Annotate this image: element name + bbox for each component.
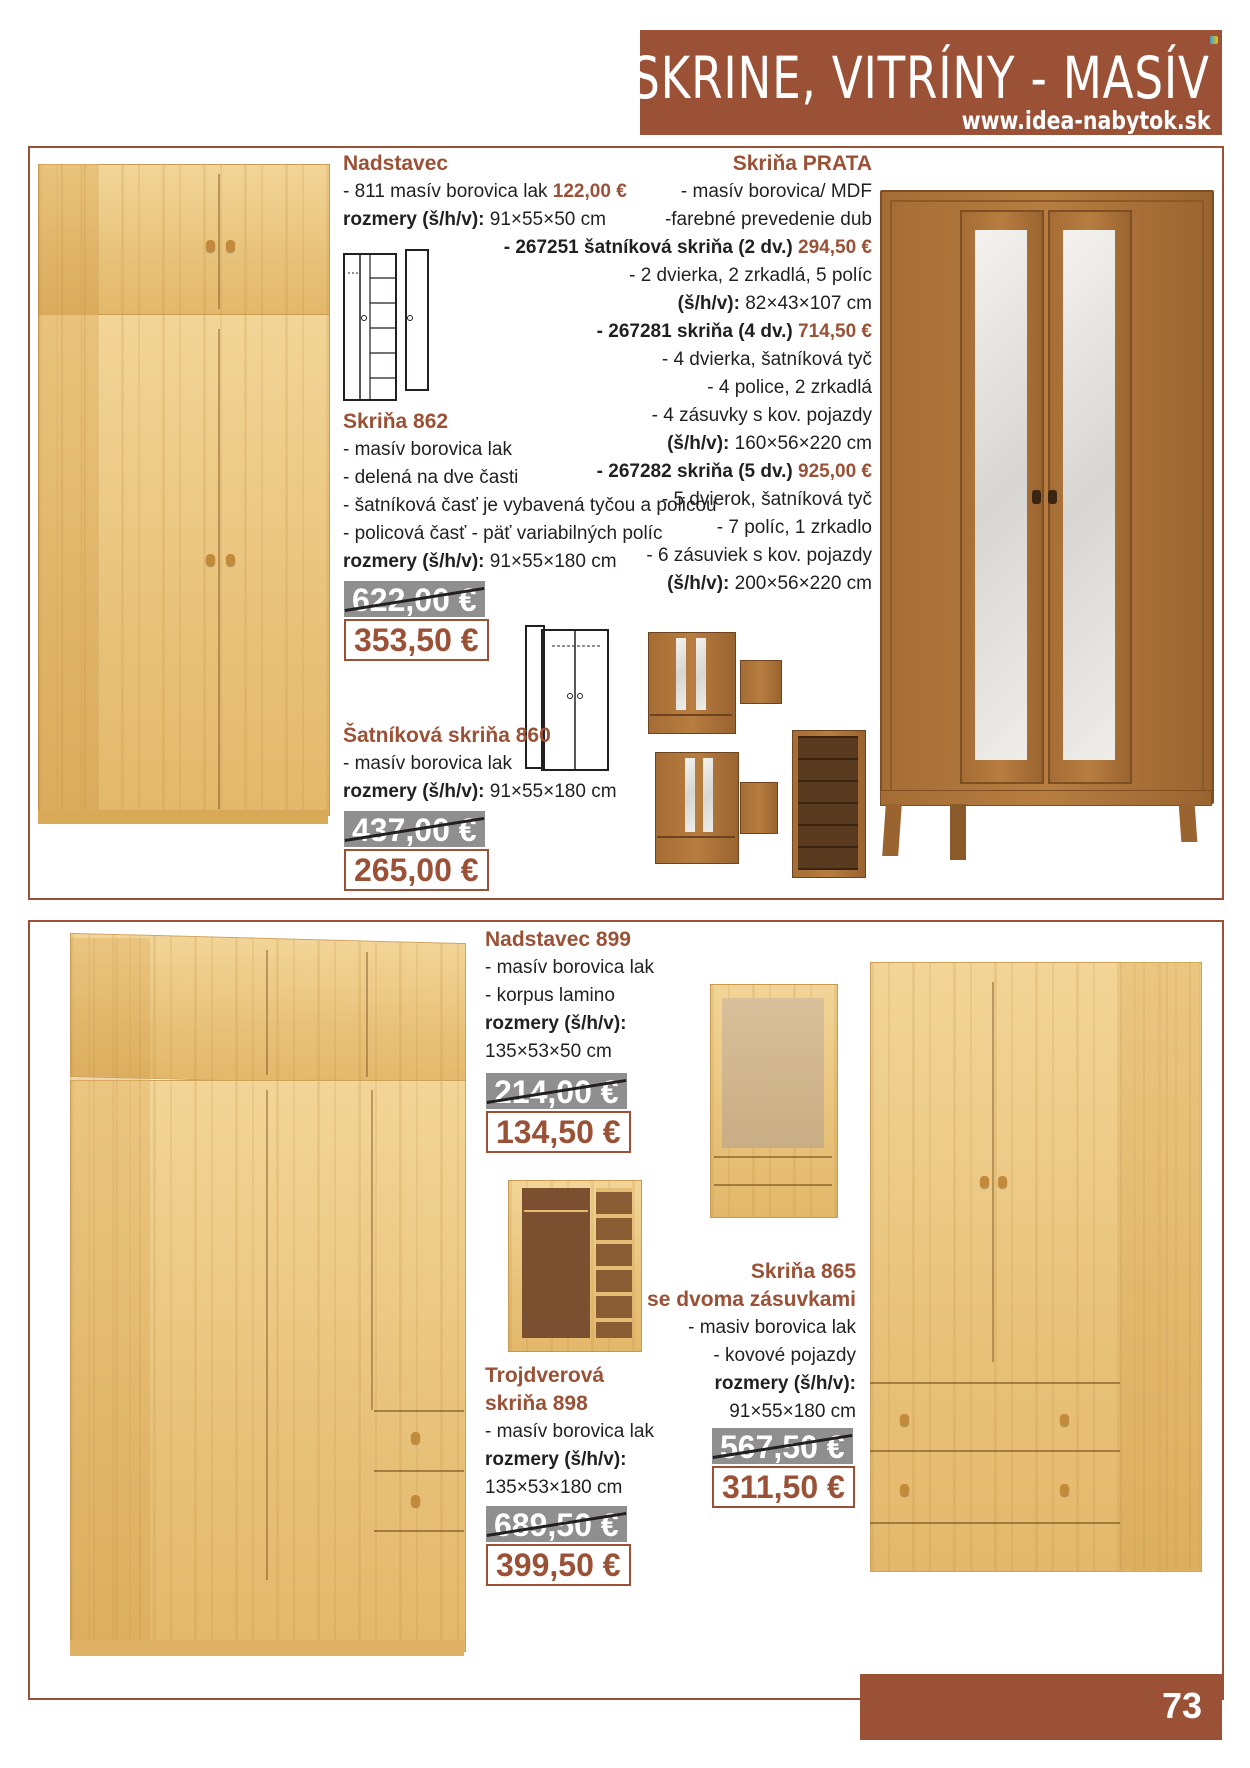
- prata-bookcase-thumb: [792, 730, 864, 876]
- trojdverova-898-old-price: 689,50 €: [486, 1506, 627, 1542]
- skrina-865-line: - masiv borovica lak: [688, 1317, 856, 1338]
- prata-v1-dims: 82×43×107 cm: [739, 293, 872, 314]
- skrina-865-block: [647, 1258, 856, 1426]
- website-url[interactable]: www.idea-nabytok.sk: [961, 106, 1210, 135]
- prata-v1-dims-label: (š/h/v):: [677, 293, 740, 314]
- prata-v2-dims-label: (š/h/v):: [667, 433, 730, 454]
- nadstavec-899-old-price: 214,00 €: [486, 1073, 627, 1109]
- prata-v2-code: - 267281 skriňa (4 dv.): [596, 321, 799, 342]
- prata-v3-price: 925,00 €: [798, 461, 872, 482]
- nadstavec-desc: - 811 masív borovica lak: [343, 181, 553, 202]
- skrina-865-old-price: 567,50 €: [712, 1428, 853, 1464]
- nadstavec-899-new-price: 134,50 €: [486, 1111, 631, 1153]
- prata-v3-line: - 5 dvierok, šatníková tyč: [661, 489, 872, 510]
- prata-shelf-thumb: [740, 660, 782, 704]
- nadstavec-899-dims: 135×53×50 cm: [485, 1041, 612, 1062]
- skrina-862-line: - šatníková časť je vybavená tyčou a policou: [343, 495, 717, 516]
- prata-v2-line: - 4 zásuvky s kov. pojazdy: [651, 405, 872, 426]
- skrina-865-line: - kovové pojazdy: [713, 1345, 856, 1366]
- nadstavec-899-dims-label: rozmery (š/h/v):: [485, 1013, 627, 1034]
- skrina-862-new-price: 353,50 €: [344, 619, 489, 661]
- prata-v1-code: - 267251 šatníková skriňa (2 dv.): [503, 237, 799, 258]
- satnikova-860-title: Šatníková skriňa 860: [343, 724, 551, 747]
- prata-v2-line: - 4 dvierka, šatníková tyč: [661, 349, 872, 370]
- prata-v3-dims-label: (š/h/v):: [667, 573, 730, 594]
- skrina-865-image: [870, 962, 1200, 1570]
- skrina-862-title: Skriňa 862: [343, 410, 449, 433]
- prata-v3-code: - 267282 skriňa (5 dv.): [596, 461, 799, 482]
- trojdverova-898-image: [66, 930, 466, 1660]
- page-number: 73: [1161, 1685, 1202, 1726]
- prata-v2-line: - 4 police, 2 zrkadlá: [707, 377, 872, 398]
- prata-v1-price: 294,50 €: [798, 237, 872, 258]
- prata-4dv-thumb: [648, 632, 734, 732]
- satnikova-860-desc: - masív borovica lak: [343, 753, 512, 774]
- nadstavec-899-block: [485, 926, 654, 1066]
- prata-v2-dims: 160×56×220 cm: [729, 433, 872, 454]
- skrina-862-dims: 91×55×180 cm: [484, 551, 617, 572]
- nadstavec-price: 122,00 €: [552, 181, 627, 202]
- prata-material: - masív borovica/ MDF: [680, 181, 872, 202]
- satnikova-860-dims: 91×55×180 cm: [484, 781, 617, 802]
- skrina-862-old-price: 622,00 €: [344, 581, 485, 617]
- trojdverova-898-block: [485, 1362, 654, 1502]
- prata-small-thumb: [740, 782, 778, 834]
- trojdverova-898-new-price: 399,50 €: [486, 1544, 631, 1586]
- skrina-865-subtitle: se dvoma zásuvkami: [647, 1288, 856, 1311]
- prata-block: [504, 150, 872, 598]
- prata-v2-price: 714,50 €: [798, 321, 872, 342]
- logo-mark: [1210, 36, 1218, 44]
- prata-v3-line: - 6 zásuviek s kov. pojazdy: [646, 545, 872, 566]
- skrina-862-line: - masív borovica lak: [343, 439, 512, 460]
- nadstavec-899-title: Nadstavec 899: [485, 928, 631, 951]
- trojdverova-898-dims: 135×53×180 cm: [485, 1477, 623, 1498]
- satnikova-860-dims-label: rozmery (š/h/v):: [343, 781, 485, 802]
- skrina-865-title: Skriňa 865: [750, 1260, 856, 1283]
- prata-wardrobe-image: [880, 190, 1210, 860]
- skrina-862-line: - delená na dve časti: [343, 467, 519, 488]
- nadstavec-899-line: - korpus lamino: [485, 985, 615, 1006]
- trojdverova-898-desc: - masív borovica lak: [485, 1421, 654, 1442]
- prata-title: Skriňa PRATA: [732, 152, 872, 175]
- skrina-862-line: - policová časť - päť variabilných políc: [343, 523, 663, 544]
- trojdverova-898-title-2: skriňa 898: [485, 1392, 588, 1415]
- prata-v1-line: - 2 dvierka, 2 zrkadlá, 5 políc: [629, 265, 872, 286]
- skrina-865-dims-label: rozmery (š/h/v):: [714, 1373, 856, 1394]
- page-title: SKRINE, VITRÍNY - MASÍV: [631, 44, 1210, 112]
- nadstavec-title: Nadstavec: [343, 152, 449, 175]
- prata-v3-dims: 200×56×220 cm: [729, 573, 872, 594]
- nadstavec-dims-label: rozmery (š/h/v):: [343, 209, 485, 230]
- skrina-865-new-price: 311,50 €: [712, 1466, 855, 1508]
- trojdverova-898-open-image: [508, 1180, 640, 1350]
- nadstavec-899-line: - masív borovica lak: [485, 957, 654, 978]
- satnikova-860-block: [343, 722, 617, 806]
- satnikova-860-new-price: 265,00 €: [344, 849, 489, 891]
- skrina-865-dims: 91×55×180 cm: [729, 1401, 856, 1422]
- nadstavec-dims: 91×55×50 cm: [484, 209, 606, 230]
- trojdverova-898-dims-label: rozmery (š/h/v):: [485, 1449, 627, 1470]
- trojdverova-898-title: Trojdverová: [485, 1364, 605, 1387]
- skrina-862-dims-label: rozmery (š/h/v):: [343, 551, 485, 572]
- prata-5dv-thumb: [655, 752, 737, 862]
- prata-v3-line: - 7 políc, 1 zrkadlo: [716, 517, 872, 538]
- skrina-862-image: [38, 164, 328, 824]
- skrina-862-drawing: [340, 248, 432, 406]
- satnikova-860-old-price: 437,00 €: [344, 811, 485, 847]
- prata-color: -farebné prevedenie dub: [664, 209, 872, 230]
- skrina-865-open-image: [710, 984, 836, 1216]
